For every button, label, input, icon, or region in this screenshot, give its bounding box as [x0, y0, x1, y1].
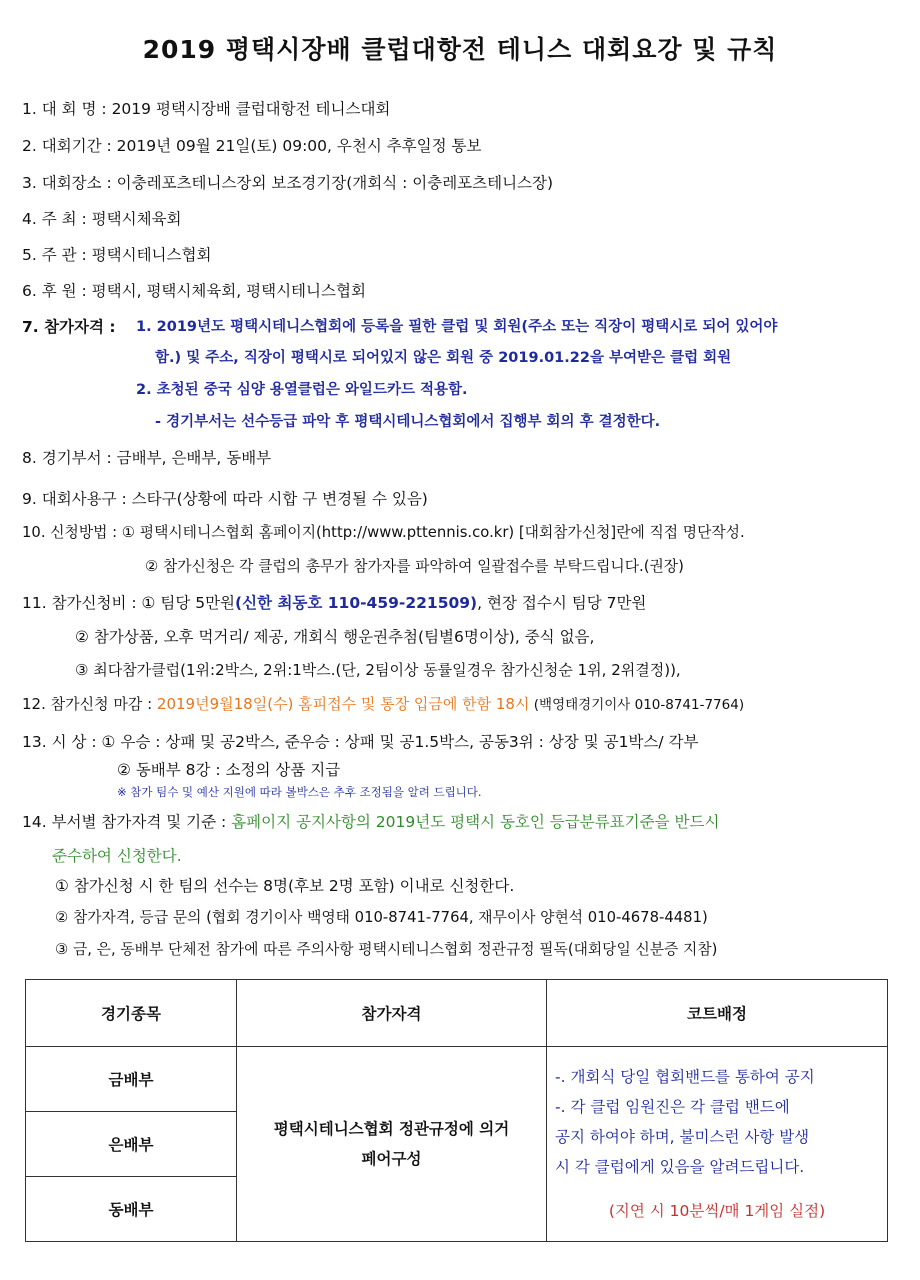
division-table [25, 979, 888, 1242]
item-fee-line1 [22, 592, 646, 614]
fee-bank-account: (신한 최동호 110-459-221509) [235, 594, 478, 612]
item-application-line1: 10. 신청방법 : ① 평택시테니스협회 홈페이지(http://www.pttennis.co.kr) [대회참가신청]란에 직접 명단작성. [22, 524, 745, 541]
document-title: 2019 평택시장배 클럽대항전 테니스 대회요강 및 규칙 [142, 35, 778, 64]
criteria-prefix: 14. 부서별 참가자격 및 기준 : [22, 813, 232, 831]
item-host: 4. 주 최 : 평택시체육회 [22, 210, 182, 228]
item-division-criteria-line3: ① 참가신청 시 한 팀의 선수는 8명(후보 2명 포함) 이내로 신청한다. [55, 877, 515, 895]
item-fee-line2: ② 참가상품, 오후 먹거리/ 제공, 개회식 행운권추첨(팀별6명이상), 중식 없음, [75, 628, 595, 646]
table-header-qualification: 참가자격 [237, 980, 547, 1047]
item-venue: 3. 대회장소 : 이충레포츠테니스장외 보조경기장(개회식 : 이충레포츠테니스장) [22, 174, 554, 192]
criteria-green-1: 홈페이지 공지사항의 2019년도 평택시 동호인 등급분류표기준을 반드시 [231, 813, 720, 831]
table-header-court: 코트배정 [547, 980, 888, 1047]
item-deadline [22, 693, 744, 716]
item-eligibility-line2: 함.) 및 주소, 직장이 평택시로 되어있지 않은 회원 중 2019.01.22을 부여받은 클럽 회원 [155, 350, 732, 366]
deadline-prefix: 12. 참가신청 마감 : [22, 695, 157, 713]
table-court-cell [547, 1047, 888, 1242]
table-row-gold: 금배부 [26, 1047, 237, 1112]
item-eligibility-line3: 2. 초청된 중국 심양 용열클럽은 와일드카드 적용함. [136, 382, 468, 398]
item-division-criteria-line1 [22, 811, 719, 833]
court-line2: -. 각 클럽 임원진은 각 클럽 밴드에 [555, 1098, 790, 1116]
item-fee-line3: ③ 최다참가클럽(1위:2박스, 2위:1박스.(단, 2팀이상 동률일경우 참가신청순 1위, 2위결정)), [75, 661, 681, 679]
table-row-silver: 은배부 [26, 1112, 237, 1177]
item-event-name: 1. 대 회 명 : 2019 평택시장배 클럽대항전 테니스대회 [22, 100, 391, 118]
deadline-contact: (백영태경기이사 010-8741-7764) [529, 697, 745, 713]
court-delay-note: (지연 시 10분씩/매 1게임 실점) [608, 1202, 826, 1220]
fee-prefix: 11. 참가신청비 : ① 팀당 5만원 [22, 594, 236, 612]
table-qualification-cell [237, 1047, 547, 1242]
item-eligibility-label: 7. 참가자격 : [22, 318, 116, 336]
qualification-line1: 평택시테니스협회 정관규정에 의거 [273, 1120, 510, 1138]
item-divisions: 8. 경기부서 : 금배부, 은배부, 동배부 [22, 449, 272, 467]
item-awards-line1: 13. 시 상 : ① 우승 : 상패 및 공2박스, 준우승 : 상패 및 공1.5박스, 공동3위 : 상장 및 공1박스/ 각부 [22, 733, 699, 751]
item-application-line2: ② 참가신청은 각 클럽의 총무가 참가자를 파악하여 일괄접수를 부탁드립니다.(권장) [145, 558, 684, 575]
item-eligibility-line1: 1. 2019년도 평택시테니스협회에 등록을 필한 클럽 및 회원(주소 또는 직장이 평택시로 되어 있어야 [136, 319, 778, 335]
item-awards-line2: ② 동배부 8강 : 소정의 상품 지급 [117, 761, 341, 779]
table-header-event: 경기종목 [26, 980, 237, 1047]
fee-suffix: , 현장 접수시 팀당 7만원 [477, 594, 647, 612]
court-line3: 공지 하여야 하며, 불미스런 사항 발생 [555, 1128, 810, 1146]
item-eligibility-line4: - 경기부서는 선수등급 파악 후 평택시테니스협회에서 집행부 회의 후 결정한다. [155, 414, 661, 430]
item-awards-note: ※ 참가 팀수 및 예산 지원에 따라 볼박스은 추후 조정됨을 알려 드립니다. [117, 785, 482, 799]
item-organizer: 5. 주 관 : 평택시테니스협회 [22, 246, 212, 264]
table-row-bronze: 동배부 [26, 1177, 237, 1242]
item-ball: 9. 대회사용구 : 스타구(상황에 따라 시합 구 변경될 수 있음) [22, 490, 428, 508]
criteria-green-2: 준수하여 신청한다. [52, 847, 182, 865]
item-division-criteria-line5: ③ 금, 은, 동배부 단체전 참가에 따른 주의사항 평택시테니스협회 정관규정 필독(대회당일 신분증 지참) [55, 941, 718, 958]
item-division-criteria-line4: ② 참가자격, 등급 문의 (협회 경기이사 백영태 010-8741-7764, 재무이사 양현석 010-4678-4481) [55, 909, 708, 926]
item-sponsor: 6. 후 원 : 평택시, 평택시체육회, 평택시테니스협회 [22, 282, 366, 300]
qualification-line2: 페어구성 [361, 1150, 422, 1168]
item-event-period: 2. 대회기간 : 2019년 09월 21일(토) 09:00, 우천시 추후일정 통보 [22, 137, 482, 155]
court-line1: -. 개회식 당일 협회밴드를 통하여 공지 [555, 1068, 815, 1086]
deadline-date: 2019년9월18일(수) 홈피접수 및 통장 입금에 한함 18시 [156, 695, 530, 713]
court-line4: 시 각 클럽에게 있음을 알려드립니다. [555, 1158, 805, 1176]
